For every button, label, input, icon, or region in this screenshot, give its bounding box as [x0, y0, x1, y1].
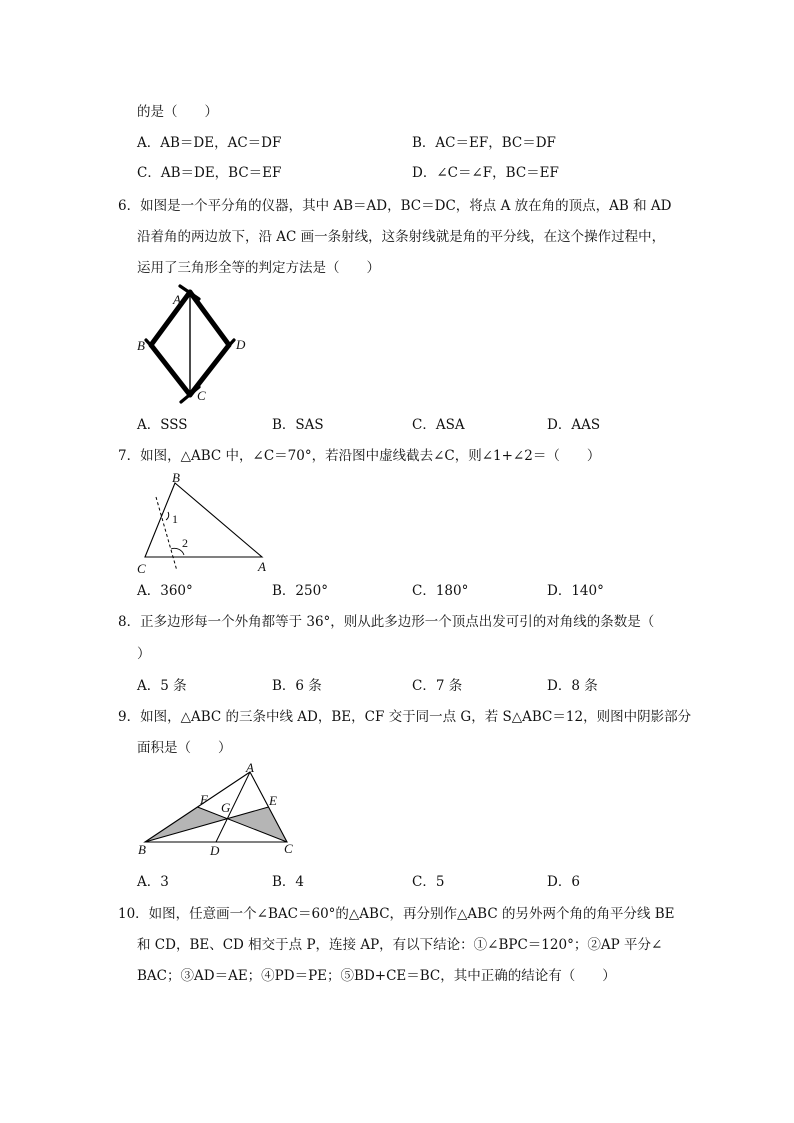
q7-angle-1: 1: [172, 512, 178, 526]
q6-option-b: B．SAS: [272, 417, 324, 433]
q9-label-f: F: [200, 792, 208, 807]
q7-option-a: A．360°: [137, 583, 193, 599]
q6-rod-bc: [151, 345, 190, 395]
q9-label-c: C: [284, 841, 293, 856]
q7-cut-line: [156, 497, 177, 571]
q7-stem-line-1: 7．如图，△ABC 中，∠C＝70°，若沿图中虚线截去∠C，则∠1+∠2＝（ ）: [118, 448, 601, 464]
q7-option-d: D．140°: [547, 583, 604, 599]
q5-option-c: C．AB＝DE，BC＝EF: [137, 165, 282, 181]
q9-label-g: G: [221, 800, 231, 815]
q8-stem-line-1: 8．正多边形每一个外角都等于 36°，则从此多边形一个顶点出发可引的对角线的条数是（: [118, 614, 655, 630]
q6-option-a: A．SSS: [137, 417, 188, 433]
q7-angle-2: 2: [182, 536, 188, 550]
q9-stem-line-1: 9．如图，△ABC 的三条中线 AD，BE，CF 交于同一点 G，若 S△ABC＝12，则图中阴影部分: [118, 709, 692, 725]
q9-stem-line-2: 面积是（ ）: [137, 740, 232, 756]
q9-label-b: B: [138, 842, 146, 857]
q10-stem-line-1: 10．如图，任意画一个∠BAC＝60°的△ABC，再分别作△ABC 的另外两个角的角平分线 BE: [118, 906, 675, 922]
q7-figure-triangle-cut: [130, 465, 280, 577]
q6-rod-dc: [190, 345, 229, 395]
q6-stem-line-2: 沿着角的两边放下，沿 AC 画一条射线，这条射线就是角的平分线，在这个操作过程中，: [137, 229, 666, 245]
q9-option-c: C．5: [412, 874, 445, 890]
q9-option-b: B．4: [272, 874, 305, 890]
q10-stem-line-3: BAC；③AD＝AE；④PD＝PE；⑤BD+CE＝BC，其中正确的结论有（ ）: [137, 968, 616, 984]
q6-label-b: B: [137, 338, 145, 353]
q8-option-a: A．5 条: [137, 678, 187, 694]
q9-option-d: D．6: [547, 874, 580, 890]
q9-label-d: D: [210, 843, 220, 858]
q5-option-d: D．∠C＝∠F，BC＝EF: [412, 165, 559, 181]
q8-option-c: C．7 条: [412, 678, 463, 694]
q9-option-a: A．3: [137, 874, 169, 890]
q6-stem-line-3: 运用了三角形全等的判定方法是（ ）: [137, 260, 380, 276]
q6-rod-ad: [190, 292, 229, 345]
q5-stem-tail: 的是（ ）: [137, 104, 218, 120]
q7-label-c: C: [137, 561, 146, 576]
q8-option-d: D．8 条: [547, 678, 598, 694]
q9-label-a: A: [246, 762, 254, 775]
q9-figure-medians-triangle: [130, 762, 310, 862]
q7-label-a: A: [258, 559, 266, 574]
q5-option-b: B．AC＝EF，BC＝DF: [412, 135, 556, 151]
q7-option-b: B．250°: [272, 583, 328, 599]
q9-label-e: E: [269, 793, 277, 808]
q6-option-d: D．AAS: [547, 417, 601, 433]
q6-label-a: A: [173, 292, 181, 307]
q6-label-c: C: [197, 388, 206, 403]
q6-label-d: D: [236, 337, 246, 352]
q6-stem-line-1: 6．如图是一个平分角的仪器，其中 AB＝AD，BC＝DC，将点 A 放在角的顶点，AB 和 AD: [118, 198, 672, 214]
q5-option-a: A．AB＝DE，AC＝DF: [137, 135, 282, 151]
q6-option-c: C．ASA: [412, 417, 465, 433]
q8-option-b: B．6 条: [272, 678, 322, 694]
q7-label-b: B: [172, 470, 180, 485]
q8-stem-line-2: ）: [137, 646, 151, 662]
q6-rod-ab: [151, 292, 190, 345]
q7-option-c: C．180°: [412, 583, 469, 599]
q10-stem-line-2: 和 CD，BE、CD 相交于点 P，连接 AP，有以下结论：①∠BPC＝120°；②AP 平分∠: [137, 937, 663, 953]
q9-shaded-region-left: [145, 807, 227, 842]
q6-figure-angle-bisector-instrument: [130, 282, 260, 407]
